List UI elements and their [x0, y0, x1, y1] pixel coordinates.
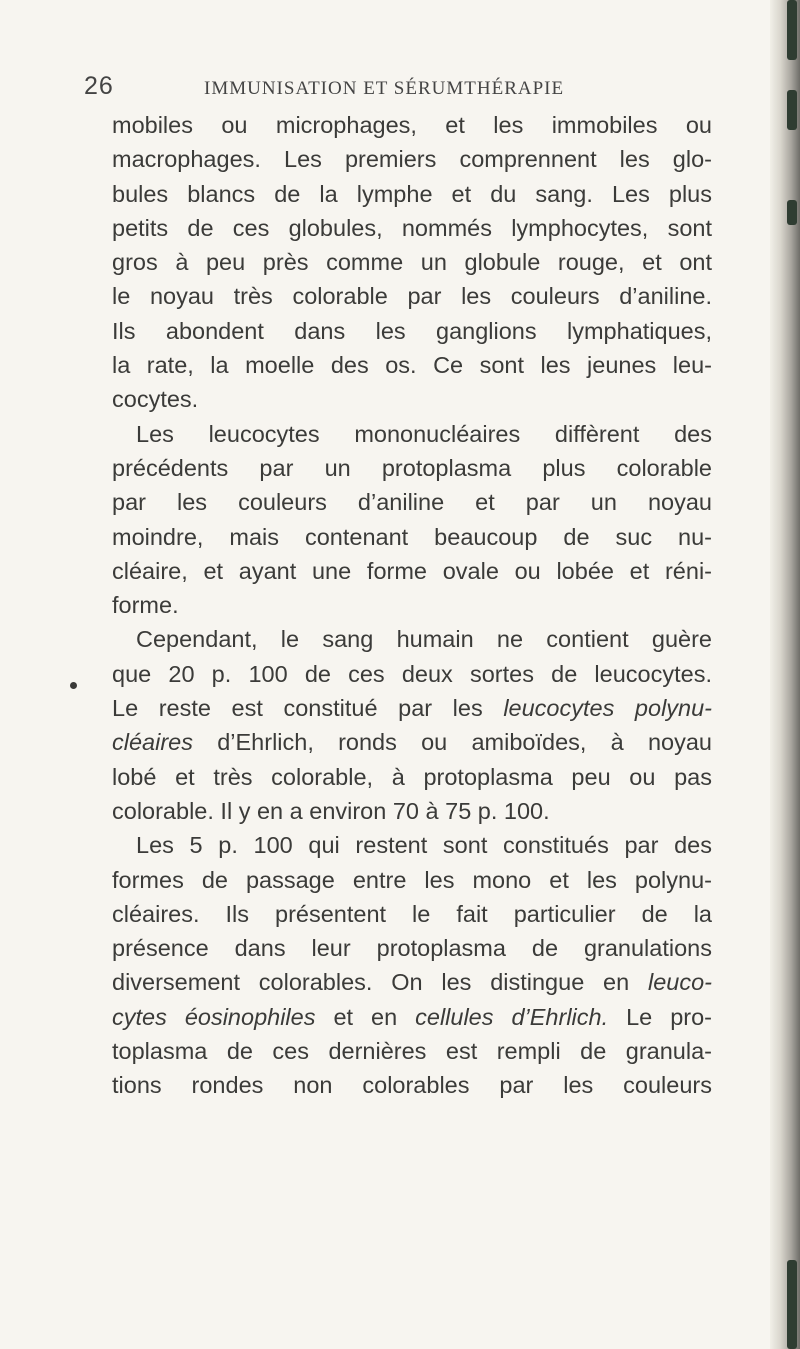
text-segment: diversement colorables. On les distingue en [112, 969, 648, 996]
text-line [112, 725, 712, 759]
page-header [84, 72, 704, 112]
text-segment: et en [315, 1003, 416, 1030]
body-text [112, 108, 712, 1103]
text-line: macrophages. Les premiers comprennent les glo- [112, 146, 712, 173]
text-line: Les leucocytes mononucléaires diffèrent des [136, 420, 712, 447]
text-line [112, 965, 712, 999]
text-line: forme. [112, 592, 179, 619]
italic-term: cellules d’Ehrlich. [415, 1003, 609, 1030]
text-segment: Le reste est constitué par les [112, 695, 504, 722]
ink-speck [70, 682, 77, 689]
italic-term: leuco- [647, 969, 712, 996]
text-line: la rate, la moelle des os. Ce sont les jeunes leu- [112, 352, 712, 379]
text-line: moindre, mais contenant beaucoup de suc nu- [112, 523, 712, 550]
text-line: Ils abondent dans les ganglions lymphatiques, [112, 317, 712, 344]
text-line: mobiles ou microphages, et les immobiles ou [112, 112, 712, 138]
text-line: que 20 p. 100 de ces deux sortes de leucocytes. [112, 660, 712, 687]
text-line: précédents par un protoplasma plus colorable [112, 454, 712, 481]
text-line: bules blancs de la lymphe et du sang. Les plus [112, 180, 712, 207]
edge-mark [787, 0, 797, 60]
text-line: colorable. Il y en a environ 70 à 75 p. 100. [112, 797, 550, 824]
text-line: tions rondes non colorables par les couleurs [112, 1072, 712, 1099]
italic-term: cytes éosinophiles [112, 1003, 316, 1030]
text-line: cocytes. [112, 386, 199, 413]
text-line: cléaires. Ils présentent le fait particulier de la [112, 900, 712, 927]
text-line: formes de passage entre les mono et les polynu- [112, 866, 712, 893]
text-line: présence dans leur protoplasma de granulations [112, 935, 712, 962]
text-line: toplasma de ces dernières est rempli de granula- [112, 1038, 712, 1065]
italic-term: cléaires [112, 729, 193, 756]
running-title: IMMUNISATION ET SÉRUMTHÉRAPIE [204, 78, 565, 99]
text-line: lobé et très colorable, à protoplasma peu ou pas [112, 763, 712, 790]
text-line: Les 5 p. 100 qui restent sont constitués par des [136, 832, 712, 859]
italic-term: leucocytes polynu- [503, 695, 713, 722]
book-edge [770, 0, 800, 1349]
text-segment: d’Ehrlich, ronds ou amiboïdes, à noyau [192, 729, 712, 756]
text-line [112, 1000, 712, 1034]
text-line: le noyau très colorable par les couleurs d’aniline. [112, 283, 712, 310]
text-line [112, 691, 712, 725]
text-line: petits de ces globules, nommés lymphocytes, sont [112, 214, 712, 241]
page-number: 26 [84, 72, 114, 100]
edge-mark [787, 1260, 797, 1349]
text-line: gros à peu près comme un globule rouge, et ont [112, 249, 712, 276]
text-line: par les couleurs d’aniline et par un noyau [112, 489, 712, 516]
edge-mark [787, 90, 797, 130]
text-segment: Le pro- [608, 1003, 712, 1030]
text-line: cléaire, et ayant une forme ovale ou lobée et réni- [112, 557, 712, 584]
edge-mark [787, 200, 797, 225]
text-line: Cependant, le sang humain ne contient guère [136, 626, 712, 653]
